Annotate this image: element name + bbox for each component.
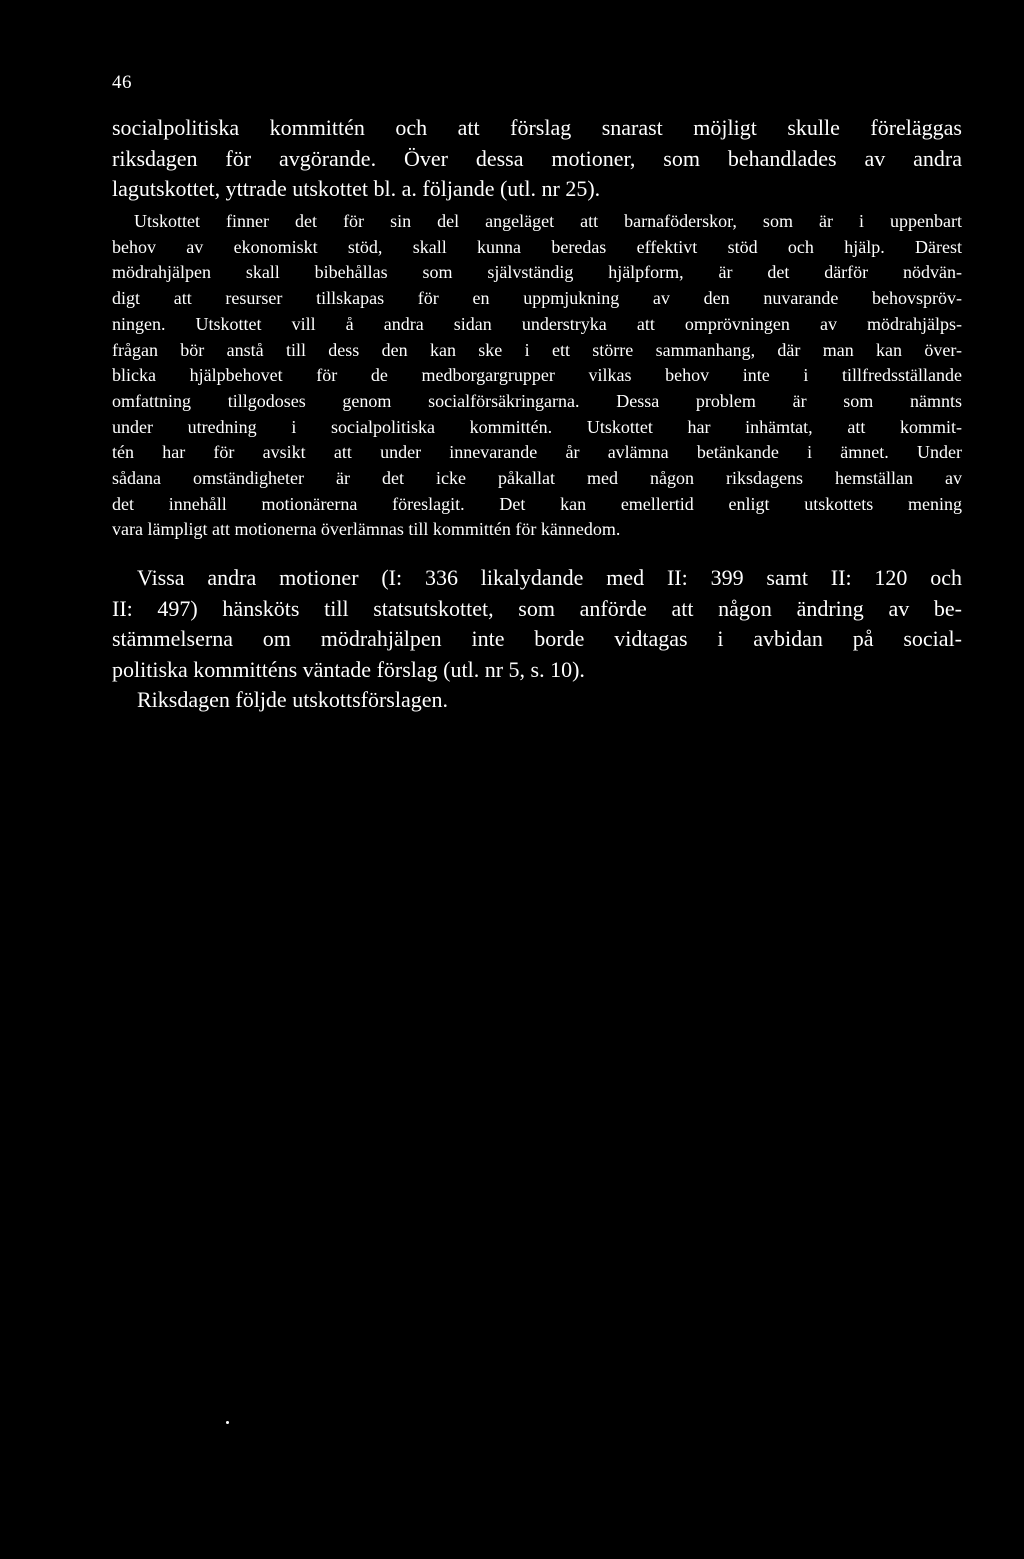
- text-line: frågan bör anstå till dess den kan ske i ett större sammanhang, där man kan över-: [112, 339, 962, 360]
- text-line: lagutskottet, yttrade utskottet bl. a. följande (utl. nr 25).: [112, 176, 601, 201]
- text-line: tén har för avsikt att under innevarande år avlämna betänkande i ämnet. Under: [112, 442, 962, 463]
- text-line: riksdagen för avgörande. Över dessa motioner, som behandlades av andra: [112, 145, 962, 171]
- text-line: mödrahjälpen skall bibehållas som självständig hjälpform, är det därför nödvän-: [112, 262, 962, 283]
- paragraph-intro: [112, 113, 962, 205]
- text-line: under utredning i socialpolitiska kommittén. Utskottet har inhämtat, att kommit-: [112, 416, 962, 437]
- scan-speck: [226, 1421, 229, 1424]
- text-line: stämmelserna om mödrahjälpen inte borde vidtagas i avbidan på social-: [112, 626, 962, 651]
- text-line: behov av ekonomiskt stöd, skall kunna beredas effektivt stöd och hjälp. Därest: [112, 236, 962, 257]
- text-line: Utskottet finner det för sin del angeläget att barnaföderskor, som är i uppenbart: [134, 211, 962, 231]
- text-line: blicka hjälpbehovet för de medborgargrupper vilkas behov inte i tillfredsställande: [112, 365, 962, 386]
- paragraph-quote: [112, 209, 962, 543]
- text-line: det innehåll motionärerna föreslagit. Det kan emellertid enligt utskottets mening: [112, 493, 962, 514]
- text-line-decision: Riksdagen följde utskottsförslagen.: [137, 687, 449, 712]
- page-number: 46: [112, 72, 132, 93]
- text-line: socialpolitiska kommittén och att förslag snarast möjligt skulle föreläggas: [112, 115, 962, 140]
- text-line: digt att resurser tillskapas för en uppmjukning av den nuvarande behovspröv-: [112, 288, 962, 309]
- text-line: sådana omständigheter är det icke påkallat med någon riksdagens hemställan av: [112, 468, 962, 489]
- text-line: politiska kommitténs väntade förslag (utl. nr 5, s. 10).: [112, 656, 585, 682]
- text-line: II: 497) hänsköts till statsutskottet, som anförde att någon ändring av be-: [112, 595, 962, 621]
- text-line: vara lämpligt att motionerna överlämnas till kommittén för kännedom.: [112, 519, 621, 540]
- text-line: omfattning tillgodoses genom socialförsäkringarna. Dessa problem är som nämnts: [112, 390, 962, 411]
- text-line: Vissa andra motioner (I: 336 likalydande med II: 399 samt II: 120 och: [137, 565, 962, 590]
- paragraph-other-motions: [112, 563, 962, 716]
- text-line: ningen. Utskottet vill å andra sidan understryka att omprövningen av mödrahjälps-: [112, 313, 962, 334]
